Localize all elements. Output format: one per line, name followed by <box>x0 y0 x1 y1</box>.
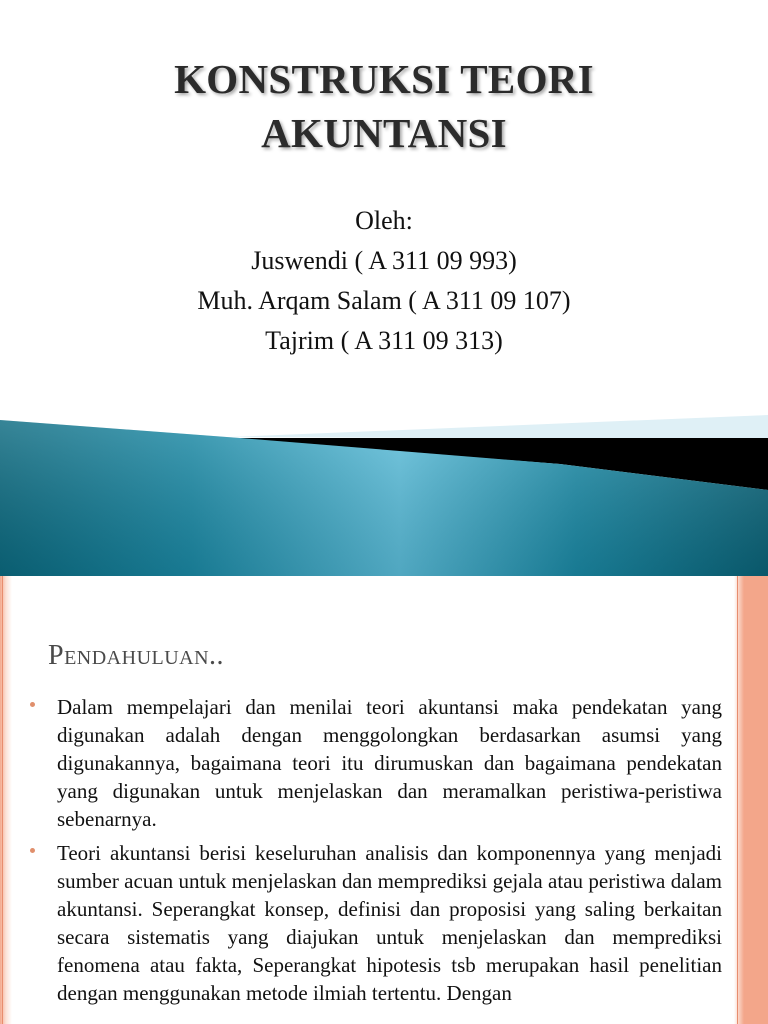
bullet-item <box>30 839 722 1007</box>
right-border-line <box>737 576 738 1024</box>
bullet-item <box>30 693 722 833</box>
title-line-1: KONSTRUKSI TEORI <box>174 56 594 102</box>
bullet-dot-icon <box>30 848 35 853</box>
content-slide <box>0 576 768 1024</box>
title-line-2: AKUNTANSI <box>261 110 507 156</box>
author-line: Muh. Arqam Salam ( A 311 09 107) <box>197 286 571 315</box>
bullet-list <box>30 693 722 1013</box>
decorative-wave-band <box>0 412 768 576</box>
author-line: Tajrim ( A 311 09 313) <box>265 326 503 355</box>
author-line: Juswendi ( A 311 09 993) <box>251 246 517 275</box>
section-title: Pendahuluan.. <box>48 640 225 671</box>
bullet-dot-icon <box>30 702 35 707</box>
slide-title <box>0 52 768 160</box>
author-list <box>0 201 768 361</box>
bullet-text: Teori akuntansi berisi keseluruhan analisis dan komponennya yang menjadi sumber acuan untuk menjelaskan dan memprediksi gejala atau peristiwa dalam akuntansi. Seperangkat konsep, definisi dan proposisi yang saling berkaitan secara sistematis yang diajukan untuk menjelaskan dan memprediksi fenomena atau fakta, Seperangkat hipotesis tsb merupakan hasil penelitian dengan menggunakan metode ilmiah tertentu. Dengan <box>57 841 722 1005</box>
author-heading: Oleh: <box>355 206 413 235</box>
left-border-line <box>2 576 3 1024</box>
bullet-text: Dalam mempelajari dan menilai teori akuntansi maka pendekatan yang digunakan adalah dengan menggolongkan berdasarkan asumsi yang digunakannya, bagaimana teori itu dirumuskan dan bagaimana pendekatan yang digunakan untuk menjelaskan dan meramalkan peristiwa-peristiwa sebenarnya. <box>57 695 722 831</box>
